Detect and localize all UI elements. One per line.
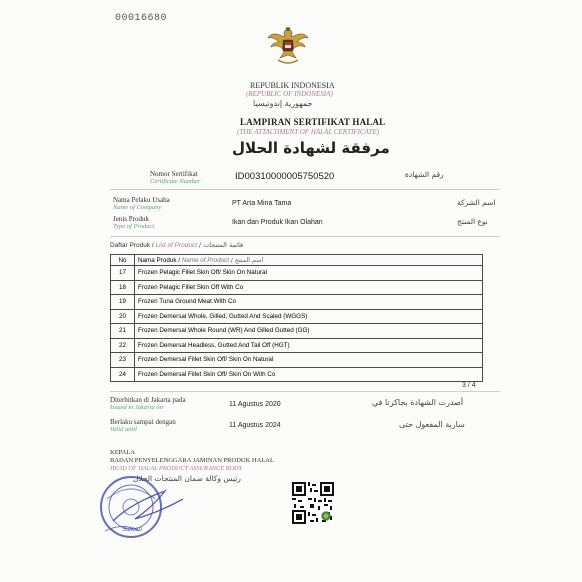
- company-label-en: Name of Company: [113, 204, 162, 211]
- row-number: 24: [111, 367, 135, 382]
- column-header-name-id: Nama Produk /: [138, 256, 180, 264]
- company-value: PT Arta Mina Tama: [232, 200, 292, 207]
- table-row: [111, 353, 483, 368]
- document-title-ar: مرفقة لشهادة الحلال: [232, 139, 390, 157]
- stamp-signature-name: Sukoso: [122, 527, 143, 533]
- official-stamp-icon: [95, 469, 191, 541]
- product-name: Frozen Demersal Whole, Gilled, Gutted And Scaled (WGGS): [135, 309, 483, 324]
- product-name: Frozen Tuna Ground Meat With Co: [135, 295, 483, 310]
- column-header-name: [135, 255, 483, 266]
- valid-label: Berlaku sampai dengan: [110, 418, 176, 426]
- product-name: Frozen Pelagic Fillet Skin Off/ Skin On Natural: [135, 266, 483, 281]
- column-header-name-ar: / اسم المنتج: [230, 256, 264, 264]
- divider: [110, 391, 500, 392]
- product-name: Frozen Demersal Whole Round (WR) And Gilled Gutted (GG): [135, 324, 483, 339]
- qr-code-icon: [292, 482, 334, 524]
- document-title-en: (THE ATTACHMENT OF HALAL CERTIFICATE): [237, 128, 380, 136]
- signatory-agency: BADAN PENYELENGGARA JAMINAN PRODUK HALAL: [110, 457, 274, 464]
- product-list-label-ar: / قائمة المنتجات: [198, 241, 244, 249]
- row-number: 20: [111, 309, 135, 324]
- row-number: 18: [111, 280, 135, 295]
- product-list-label-id: Daftar Produk /: [110, 242, 154, 249]
- table-row: [111, 295, 483, 310]
- certificate-number-label: Nomor Sertifikat: [150, 170, 198, 178]
- document-title: LAMPIRAN SERTIFIKAT HALAL: [240, 117, 386, 127]
- product-type-label-en: Type of Product: [113, 223, 155, 230]
- row-number: 23: [111, 353, 135, 368]
- row-number: 17: [111, 266, 135, 281]
- row-number: 19: [111, 295, 135, 310]
- table-row: [111, 338, 483, 353]
- country-name-ar: جمهورية إندونيسيا: [253, 99, 313, 108]
- product-list-label-en: List of Product: [155, 242, 198, 249]
- valid-label-en: Valid until: [110, 426, 137, 433]
- product-type-label: Jenis Produk: [113, 215, 149, 223]
- product-name: Frozen Demersal Fillet Skin Off/ Skin On Natural: [135, 353, 483, 368]
- company-label-ar: اسم الشركة: [457, 198, 496, 207]
- company-label: Nama Pelaku Usaha: [113, 196, 170, 204]
- column-header-no: No: [111, 255, 135, 266]
- certificate-number-label-en: Certificate Number: [150, 178, 201, 185]
- product-type-label-ar: نوع المنتج: [457, 217, 488, 226]
- table-row: [111, 280, 483, 295]
- issued-date: 11 Agustus 2020: [229, 401, 281, 408]
- garuda-emblem-icon: [266, 22, 310, 68]
- table-row: [111, 324, 483, 339]
- country-name-en: (REPUBLIC OF INDONESIA): [246, 90, 333, 98]
- table-row: [111, 266, 483, 281]
- issued-label: Diterbitkan di Jakarta pada: [110, 396, 186, 404]
- product-name: Frozen Demersal Fillet Skin Off/ Skin On With Co: [135, 367, 483, 382]
- table-row: [111, 309, 483, 324]
- signatory-title: KEPALA: [110, 449, 136, 456]
- signatory-agency-en: HEAD OF HALAL PRODUCT ASSURANCE BODY: [110, 465, 243, 472]
- signatory-agency-ar: رئيس وكالة ضمان المنتجات الحلال: [133, 474, 241, 483]
- issued-label-en: Issued in Jakarta on: [110, 404, 163, 411]
- divider: [110, 189, 500, 190]
- product-name: Frozen Demersal Headless, Gutted And Tail Off (HGT): [135, 338, 483, 353]
- serial-number: 00016680: [115, 13, 168, 24]
- product-list-label: [110, 241, 243, 249]
- divider: [110, 236, 500, 237]
- row-number: 22: [111, 338, 135, 353]
- table-row: [111, 367, 483, 382]
- certificate-number-value: ID00310000005750520: [235, 171, 335, 182]
- row-number: 21: [111, 324, 135, 339]
- country-name: REPUBLIK INDONESIA: [250, 81, 335, 90]
- product-table: [110, 254, 483, 382]
- column-header-name-en: Name of Product: [181, 256, 229, 264]
- product-name: Frozen Pelagic Fillet Skin Off With Co: [135, 280, 483, 295]
- issued-label-ar: أصدرت الشهادة بجاكرتا في: [372, 398, 464, 407]
- page-indicator: 3 / 4: [462, 382, 476, 389]
- product-type-value: Ikan dan Produk Ikan Olahan: [232, 219, 323, 226]
- certificate-number-label-ar: رقم الشهادة: [405, 170, 444, 179]
- table-header-row: [111, 255, 483, 266]
- valid-date: 11 Agustus 2024: [229, 422, 281, 429]
- valid-label-ar: سارية المفعول حتى: [399, 420, 465, 429]
